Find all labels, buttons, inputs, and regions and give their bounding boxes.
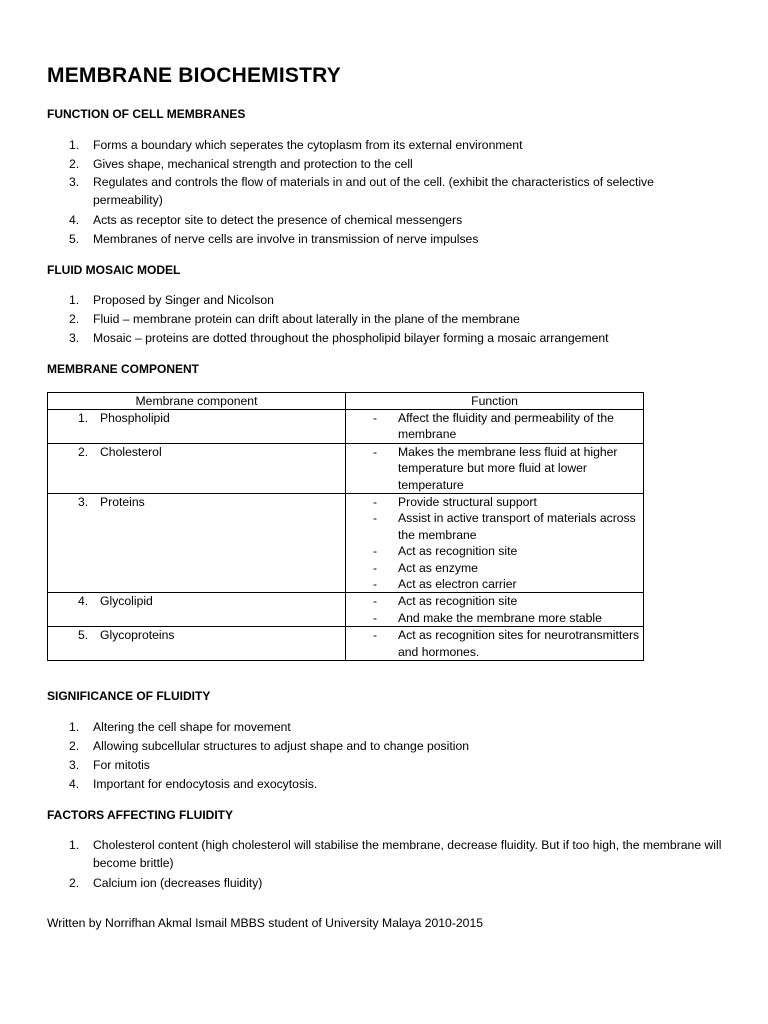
function-item: - Makes the membrane less fluid at higher temperature but more fluid at lower temperature bbox=[373, 444, 618, 492]
list-item: 5. Membranes of nerve cells are involve in transmission of nerve impulses bbox=[69, 232, 479, 246]
function-item: - Act as recognition sites for neurotransmitters and hormones. bbox=[373, 628, 640, 659]
component-name: 2. Cholesterol bbox=[78, 444, 162, 459]
function-list bbox=[346, 593, 643, 626]
author-footer: Written by Norrifhan Akmal Ismail MBBS student of University Malaya 2010-2015 bbox=[47, 916, 483, 930]
table-row bbox=[48, 494, 644, 593]
function-item: - Act as recognition site bbox=[373, 544, 518, 559]
membrane-component-table bbox=[47, 392, 644, 661]
heading-fluid-mosaic-model: FLUID MOSAIC MODEL bbox=[47, 263, 181, 277]
list-item: 3. Mosaic – proteins are dotted throughout the phospholipid bilayer forming a mosaic arrangement bbox=[69, 331, 609, 345]
component-name: 3. Proteins bbox=[78, 495, 145, 510]
list-item: 1. Proposed by Singer and Nicolson bbox=[69, 293, 274, 307]
list-item: 3. For mitotis bbox=[69, 758, 150, 772]
function-list bbox=[346, 410, 643, 443]
function-item: - Act as recognition site bbox=[373, 594, 518, 609]
function-list bbox=[346, 627, 643, 660]
function-item: - Assist in active transport of materials across the membrane bbox=[373, 511, 636, 542]
function-item: - Act as enzyme bbox=[373, 560, 478, 575]
table-header-row bbox=[48, 393, 644, 410]
list-item: 1. Forms a boundary which seperates the cytoplasm from its external environment bbox=[69, 138, 523, 152]
function-item: - Provide structural support bbox=[373, 495, 537, 510]
function-item: - Act as electron carrier bbox=[373, 577, 517, 592]
list-item: 2. Calcium ion (decreases fluidity) bbox=[69, 876, 263, 890]
heading-function-of-cell-membranes: FUNCTION OF CELL MEMBRANES bbox=[47, 107, 246, 121]
column-header-component: Membrane component bbox=[48, 393, 346, 410]
table-row bbox=[48, 593, 644, 627]
heading-significance-of-fluidity: SIGNIFICANCE OF FLUIDITY bbox=[47, 689, 211, 703]
heading-factors-affecting-fluidity: FACTORS AFFECTING FLUIDITY bbox=[47, 808, 233, 822]
functions-list bbox=[47, 136, 727, 249]
table-row bbox=[48, 443, 644, 493]
factors-list bbox=[47, 837, 727, 893]
list-item: 4. Important for endocytosis and exocytosis. bbox=[69, 777, 318, 791]
list-item: 1. Cholesterol content (high cholesterol will stabilise the membrane, decrease fluidity. But if too high, the membrane will become brittle) bbox=[69, 838, 722, 870]
list-item: 2. Allowing subcellular structures to adjust shape and to change position bbox=[69, 739, 470, 753]
component-name: 5. Glycoproteins bbox=[78, 628, 175, 643]
component-name: 4. Glycolipid bbox=[78, 594, 153, 609]
table-row bbox=[48, 627, 644, 661]
function-item: - Affect the fluidity and permeability of the membrane bbox=[373, 411, 614, 442]
function-item: - And make the membrane more stable bbox=[373, 610, 602, 625]
heading-membrane-component: MEMBRANE COMPONENT bbox=[47, 362, 199, 376]
document-title: MEMBRANE BIOCHEMISTRY bbox=[47, 64, 341, 87]
function-list bbox=[346, 444, 643, 493]
column-header-function: Function bbox=[346, 393, 644, 410]
list-item: 4. Acts as receptor site to detect the presence of chemical messengers bbox=[69, 213, 463, 227]
component-name: 1. Phospholipid bbox=[78, 411, 170, 425]
fluid-mosaic-list bbox=[47, 291, 727, 348]
function-list bbox=[346, 494, 643, 592]
table-row bbox=[48, 410, 644, 444]
list-item: 2. Gives shape, mechanical strength and protection to the cell bbox=[69, 157, 413, 171]
list-item: 1. Altering the cell shape for movement bbox=[69, 720, 291, 734]
list-item: 2. Fluid – membrane protein can drift about laterally in the plane of the membrane bbox=[69, 312, 520, 326]
significance-list bbox=[47, 718, 727, 794]
list-item: 3. Regulates and controls the flow of materials in and out of the cell. (exhibit the characteristics of selective permeability) bbox=[69, 175, 654, 207]
